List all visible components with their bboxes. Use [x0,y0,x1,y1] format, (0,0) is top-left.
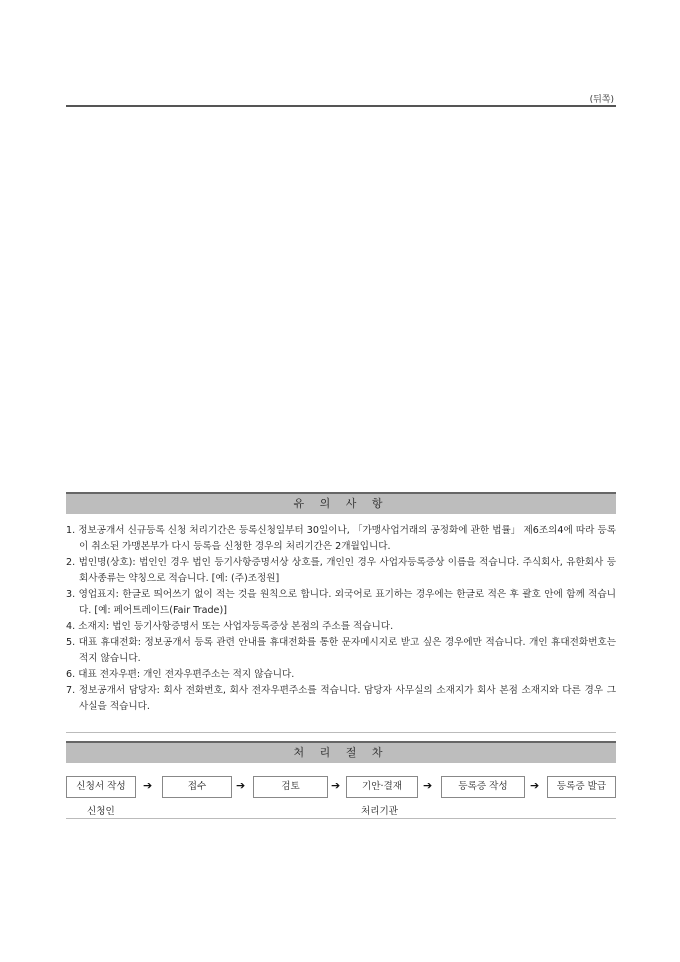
notes-section-title: 유 의 사 항 [66,492,616,514]
arrow-right-icon: ➔ [423,779,433,792]
note-item: 6. 대표 전자우편: 개인 전자우편주소는 적지 않습니다. [66,669,295,680]
step-application-writing: 신청서 작성 [66,776,136,798]
step-certificate-writing: 등록증 작성 [441,776,525,798]
top-divider [66,105,616,107]
note-item: 5. 대표 휴대전화: 정보공개서 등록 관련 안내를 휴대전화를 통한 문자메시지로 받고 싶은 경우에만 적습니다. 개인 휴대전화번호는 적지 않습니다. [66,637,616,664]
procedure-section-title: 처 리 절 차 [66,741,616,763]
arrow-right-icon: ➔ [530,779,540,792]
notes-list [66,523,616,715]
procedure-flow [66,776,616,798]
step-receipt: 접수 [162,776,232,798]
note-item: 7. 정보공개서 담당자: 회사 전화번호, 회사 전자우편주소를 적습니다. 담당자 사무실의 소재지가 회사 본점 소재지와 다른 경우 그 사실을 적습니다. [66,685,616,712]
note-item: 2. 법인명(상호): 법인인 경우 법인 등기사항증명서상 상호를, 개인인 경우 사업자등록증상 이름을 적습니다. 주식회사, 유한회사 등 회사종류는 약칭으로 적습니다. [예: (주)조정원] [66,557,616,584]
step-certificate-issue: 등록증 발급 [547,776,616,798]
arrow-right-icon: ➔ [143,779,153,792]
step-review: 검토 [253,776,328,798]
note-item: 4. 소재지: 법인 등기사항증명서 또는 사업자등록증상 본점의 주소를 적습니다. [66,621,394,632]
page-side-label: (뒤쪽) [589,95,614,105]
note-item: 1. 정보공개서 신규등록 신청 처리기간은 등록신청일부터 30일이나, 「가맹사업거래의 공정화에 관한 법률」 제6조의4에 따라 등록이 취소된 가맹본부가 다시 등록을 신청한 경우의 처리기간은 2개월입니다. [66,525,616,552]
arrow-right-icon: ➔ [331,779,341,792]
arrow-right-icon: ➔ [236,779,246,792]
note-item: 3. 영업표지: 한글로 띄어쓰기 없이 적는 것을 원칙으로 합니다. 외국어로 표기하는 경우에는 한글로 적은 후 괄호 안에 함께 적습니다. [예: 페어트레이드(Fair Trade)] [66,589,616,616]
actor-agency: 처리기관 [361,806,399,817]
notes-divider [66,732,616,733]
step-approval: 기안·결재 [346,776,418,798]
bottom-divider [66,818,616,819]
actor-applicant: 신청인 [87,806,115,817]
